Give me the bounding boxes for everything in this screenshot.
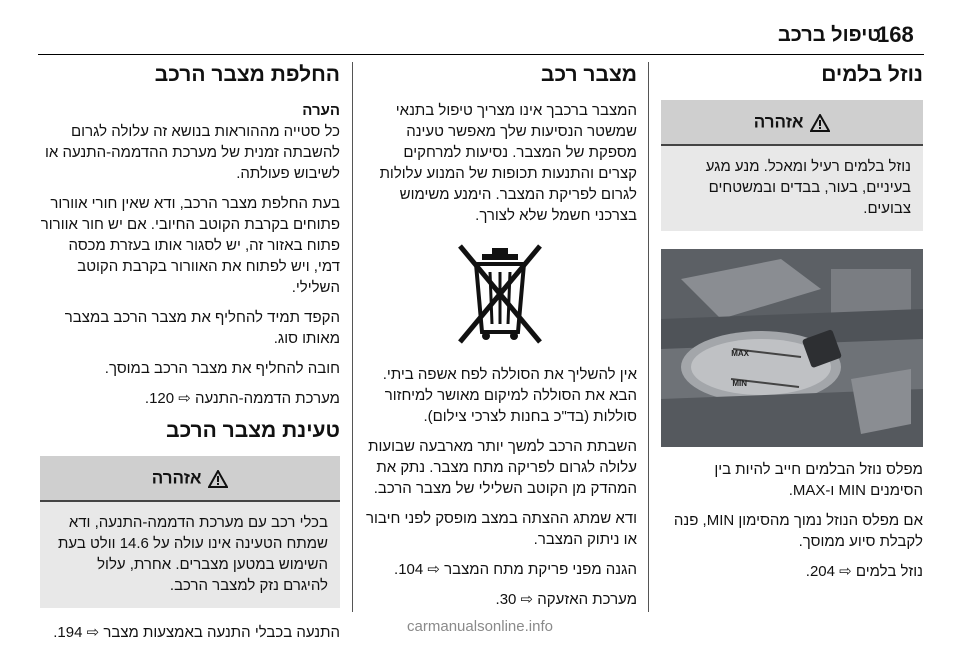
note-label: הערה — [302, 102, 340, 119]
brake-fluid-level-text: מפלס נוזל הבלמים חייב להיות בין הסימנים MIN ו-MAX. — [714, 461, 923, 499]
note-text: כל סטייה מההוראות בנושא זה עלולה לגרום להשבתה זמנית של מערכת ההדממה-התנעה או לשיבוש פעולתה. — [45, 123, 340, 182]
min-mark-label: MIN — [732, 379, 747, 388]
alarm-system-reference: מערכת האזעקה ⇨ 30. — [495, 591, 637, 608]
section-title: טיפול ברכב — [778, 24, 882, 46]
warning-label: אזהרה — [151, 468, 202, 488]
column-vehicle-battery — [363, 62, 637, 619]
brake-fluid-low-text: אם מפלס הנוזל נמוך מהסימון MIN, פנה לקבלת סיוע ממוסך. — [673, 512, 923, 550]
crossed-out-bin-icon — [452, 242, 548, 346]
battery-protection-reference: הגנה מפני פריקת מתח המצבר ⇨ 104. — [394, 561, 637, 578]
jump-start-reference: התנעה בכבלי התנעה באמצעות מצבר ⇨ 194. — [53, 624, 340, 641]
max-mark-label: MAX — [731, 349, 749, 358]
battery-disposal-text: אין להשליך את הסוללה לפח אשפה ביתי. הבא את הסוללה למיקום מאושר למיחזור סוללות (בד"כ בחנות לצרכי צילום). — [382, 366, 637, 425]
replacement-vent-text: בעת החלפת מצבר הרכב, ודא שאין חורי אוורור פתוחים בקרבת הקוטב החיובי. אם יש חור אוורור פתוח באזור זה, יש לסגור אותו בעזרת מכסה דמי, ויש לפתוח את האוורור בקרבת הקוטב השלילי. — [40, 195, 340, 296]
replacement-type-text: הקפד תמיד להחליף את מצבר הרכב במצבר מאותו סוג. — [64, 309, 340, 347]
warning-label: אזהרה — [753, 112, 804, 132]
warning-box — [661, 100, 923, 231]
warning-header — [661, 100, 923, 146]
battery-ignition-text: ודא שמתג ההצתה במצב מופסק לפני חיבור או ניתוק המצבר. — [366, 510, 637, 548]
column-divider — [648, 62, 649, 612]
battery-charging-title: טעינת מצבר הרכב — [166, 419, 340, 442]
header-rule — [38, 54, 924, 55]
charging-warning-text: בכלי רכב עם מערכת הדממה-התנעה, ודא שמתח הטעינה אינו עולה על 14.6 וולט בעת השימוש במטען מצברים. אחרת, עלול להיגרם נזק למצבר הרכב. — [58, 514, 328, 594]
warning-triangle-icon — [208, 470, 228, 488]
battery-storage-text: השבתת הרכב למשך יותר מארבעה שבועות עלולה לגרום לפריקה מתח מצבר. נתק את המהדק מן הקוטב השלילי של מצבר הרכב. — [368, 438, 637, 497]
battery-title: מצבר רכב — [541, 63, 637, 86]
column-brake-fluid — [661, 62, 923, 591]
battery-replacement-title: החלפת מצבר הרכב — [154, 63, 340, 86]
replacement-workshop-text: חובה להחליף את מצבר הרכב במוסך. — [104, 360, 340, 377]
brake-fluid-reservoir-photo — [661, 249, 923, 447]
battery-intro: המצבר ברכבך אינו מצריך טיפול בתנאי שמשטר הנסיעות שלך מאפשר טעינה מספקת של המצבר. נסיעות למרחקים קצרים והתנעות תכופות של המנוע עלולות לגרום לפריקת המצבר. הימנע משימוש בצרכני חשמל שלא לצורך. — [379, 102, 637, 224]
brake-fluid-title: נוזל בלמים — [821, 63, 923, 86]
warning-text: נוזל בלמים רעיל ומאכל. מנע מגע בעיניים, בעור, בבדים ובמשטחים צבועים. — [705, 158, 911, 217]
warning-header — [40, 456, 340, 502]
charging-warning-box — [40, 456, 340, 608]
watermark: carmanualsonline.info — [407, 618, 553, 635]
stop-start-reference: מערכת הדממה-התנעה ⇨ 120. — [144, 390, 340, 407]
page-number: 168 — [877, 22, 914, 47]
warning-triangle-icon — [810, 114, 830, 132]
brake-fluid-reference: נוזל בלמים ⇨ 204. — [805, 563, 923, 580]
column-battery-replacement — [40, 62, 340, 652]
column-divider — [352, 62, 353, 612]
